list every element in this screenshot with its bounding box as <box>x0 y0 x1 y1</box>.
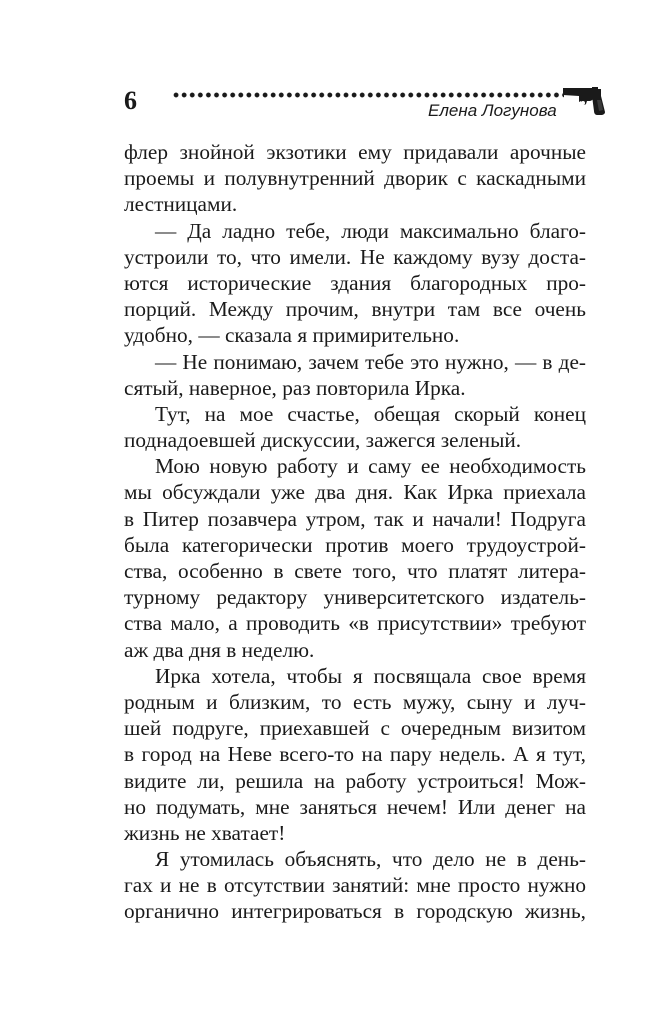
text-line: Я утомилась объяснять, что дело не в день- <box>155 847 586 872</box>
text-line: флер знойной экзотики ему придавали арочные <box>124 140 586 164</box>
text-line: Мою новую работу и саму ее необходимость <box>155 454 586 479</box>
text-line: ства мало, а проводить «в присутствии» требуют <box>124 611 586 636</box>
text-line: видите ли, решила на работу устроиться! Мож- <box>124 768 586 793</box>
text-line: ства, особенно в свете того, что платят литера- <box>124 559 586 583</box>
text-line: проемы и полувнутренний дворик с каскадными <box>124 166 586 191</box>
revolver-icon <box>562 86 606 116</box>
text-line: удобно, — сказала я примирительно. <box>124 323 460 348</box>
text-line: но подумать, мне заняться нечем! Или денег на <box>124 794 586 819</box>
text-line: в Питер позавчера утром, так и начали! Подруга <box>124 506 586 531</box>
text-line: родным и близким, то есть мужу, сыну и луч- <box>124 689 586 714</box>
text-line: мы обсуждали уже два дня. Как Ирка приехала <box>124 480 586 505</box>
body-text <box>124 139 586 925</box>
header-dotted-rule <box>172 92 564 98</box>
text-line: аж два дня в неделю. <box>124 637 315 662</box>
text-line: шей подруге, приехавшей с очередным визитом <box>124 716 586 741</box>
text-line: поднадоевшей дискуссии, зажегся зеленый. <box>124 428 522 453</box>
text-line: устроили то, что имели. Не каждому вузу доста- <box>124 244 586 269</box>
text-line: сятый, наверное, раз повторила Ирка. <box>124 375 466 400</box>
text-line: гах и не в отсутствии занятий: мне просто нужно <box>124 873 586 898</box>
text-line: — Да ладно тебе, люди максимально благо- <box>155 218 586 243</box>
text-line: была категорически против моего трудоустрой- <box>124 532 586 557</box>
text-line: ются исторические здания благородных про- <box>124 270 586 295</box>
text-line: Тут, на мое счастье, обещая скорый конец <box>155 401 586 426</box>
author-name: Елена Логунова <box>428 101 557 120</box>
text-line: органично интегрироваться в городскую жизнь, <box>124 899 586 924</box>
page-number: 6 <box>124 86 137 115</box>
text-line: в город на Неве всего-то на пару недель. А я тут, <box>124 742 586 767</box>
text-line: турному редактору университетского издатель- <box>124 585 586 610</box>
text-line: Ирка хотела, чтобы я посвящала свое время <box>155 663 586 688</box>
text-line: порций. Между прочим, внутри там все очень <box>124 297 586 322</box>
text-line: — Не понимаю, зачем тебе это нужно, — в де- <box>155 349 586 374</box>
text-line: лестницами. <box>124 192 238 217</box>
text-line: жизнь не хватает! <box>124 820 286 845</box>
